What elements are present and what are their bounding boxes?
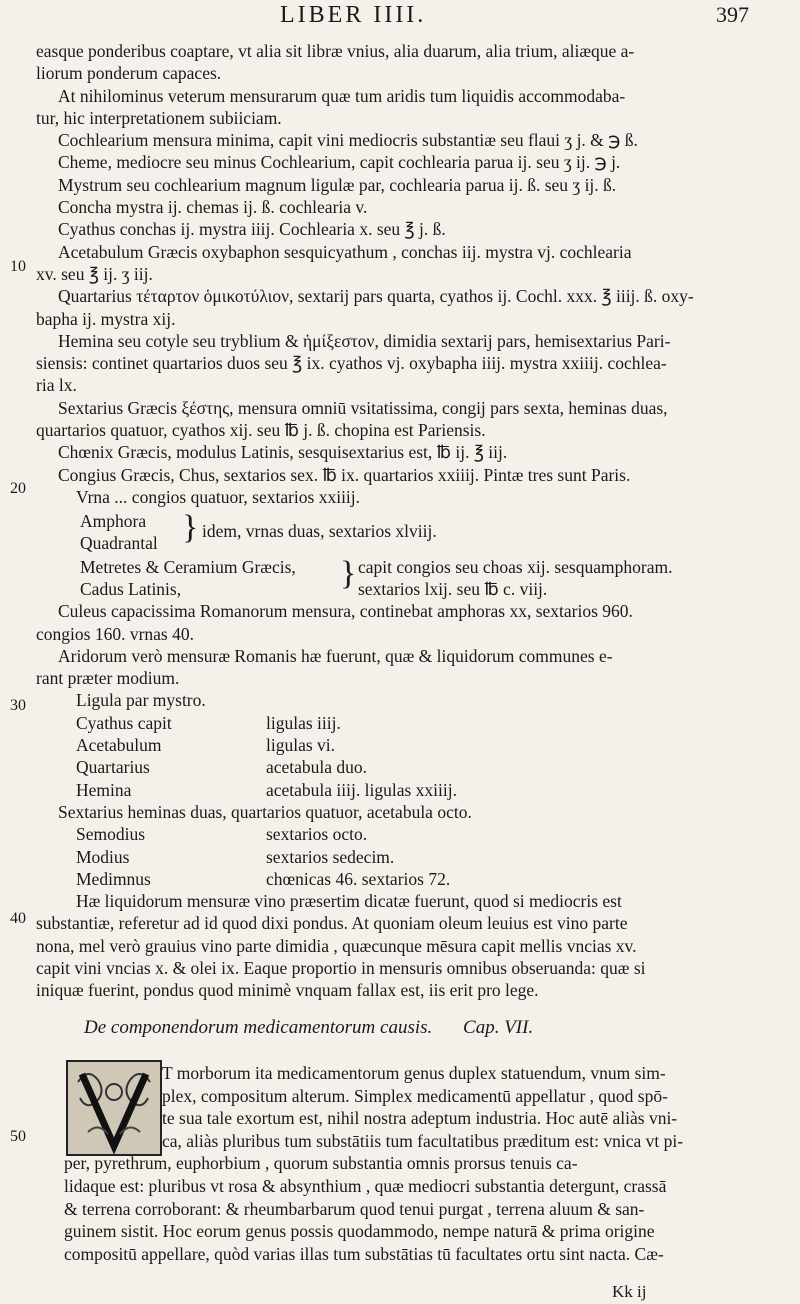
chapter-body	[64, 1062, 714, 1265]
text-line: At nihilominus veterum mensurarum quæ tum aridis tum liquidis accommodaba-	[58, 85, 626, 106]
text-line: iniquæ fuerint, pondus quod minimè vnquam fallax est, iis erit pro lege.	[36, 980, 539, 1001]
text-line: Hemina seu cotyle seu tryblium & ἡμίξεστον, dimidia sextarij pars, hemisextarius Pari-	[58, 330, 671, 351]
text-line: Cyathus conchas ij. mystra iiij. Cochlearia x. seu ℥ j. ß.	[58, 219, 446, 240]
measure-value: ligulas iiij.	[266, 712, 341, 733]
curly-brace-icon: }	[340, 555, 357, 593]
measure-row	[36, 779, 716, 801]
brace-item: Cadus Latinis,	[80, 579, 182, 600]
measure-name: Modius	[76, 846, 130, 867]
line-number-20: 20	[10, 480, 26, 497]
text-line: Mystrum seu cochlearium magnum ligulæ par, cochlearia parua ij. ß. seu ʒ ij. ß.	[58, 174, 617, 195]
text-line: guinem sistit. Hoc eorum genus possis quodammodo, nempe naturā & prima origine	[64, 1221, 655, 1242]
measure-name: Cyathus capit	[76, 712, 172, 733]
text-line: Hæ liquidorum mensuræ vino præsertim dicatæ fuerunt, quod si mediocris est	[76, 891, 622, 912]
text-line: Congius Græcis, Chus, sextarios sex. ℔ ix. quartarios xxiiij. Pintæ tres sunt Paris.	[58, 464, 631, 485]
measure-value: ligulas vi.	[266, 735, 336, 756]
text-line: Culeus capacissima Romanorum mensura, continebat amphoras xx, sextarios 960.	[58, 601, 633, 622]
measure-row	[36, 823, 716, 845]
measure-row	[36, 734, 716, 756]
measure-value: chœnicas 46. sextarios 72.	[266, 868, 451, 889]
chapter-heading	[84, 1017, 533, 1039]
measure-row	[36, 756, 716, 778]
text-line: congios 160. vrnas 40.	[36, 623, 194, 644]
measure-row	[36, 868, 716, 890]
text-line: nona, mel verò grauius vino parte dimidia , quæcunque mēsura capit mellis vncias xv.	[36, 935, 637, 956]
text-line: Aridorum verò mensuræ Romanis hæ fuerunt, quæ & liquidorum communes e-	[58, 645, 613, 666]
text-line: & terrena corroborant: & rheumbarbarum quod tenui purgat , terrena aluum & san-	[64, 1198, 645, 1219]
measure-value: sextarios octo.	[266, 824, 368, 845]
line-number-30: 30	[10, 697, 26, 714]
text-line: capit vini vncias x. & olei ix. Eaque proportio in mensuris omnibus obseruanda: quæ si	[36, 957, 646, 978]
text-line: rant præter modium.	[36, 668, 180, 689]
chapter-number: Cap. VII.	[463, 1017, 534, 1038]
text-line: siensis: continet quartarios duos seu ℥ ix. cyathos vj. oxybapha iiij. mystra xxiiij. cochlea-	[36, 353, 667, 374]
text-line: Cochlearium mensura minima, capit vini mediocris substantiæ seu flaui ʒ j. & ℈ ß.	[58, 130, 638, 151]
brace-value: sextarios lxij. seu ℔ c. viij.	[358, 579, 548, 600]
measure-name: Hemina	[76, 779, 132, 800]
text-line: Quartarius τέταρτον ὁμικοτύλιον, sextarij pars quarta, cyathos ij. Cochl. xxx. ℥ iiij. ß. oxy-	[58, 286, 694, 307]
metretes-brace-group	[36, 554, 716, 600]
brace-item: Quadrantal	[80, 533, 158, 554]
brace-item: Amphora	[80, 511, 147, 532]
measure-row	[36, 689, 716, 711]
text-line: Chœnix Græcis, modulus Latinis, sesquisextarius est, ℔ ij. ℥ iij.	[58, 442, 508, 463]
text-line: Sextarius Græcis ξέστης, mensura omniū vsitatissima, congij pars sexta, heminas duas,	[58, 397, 668, 418]
measure-name: Semodius	[76, 824, 146, 845]
text-line: compositū appellare, quòd varias illas tum substātias tū facultates ortu sint nacta. Cæ-	[64, 1243, 664, 1264]
measure-row	[36, 846, 716, 868]
brace-value: capit congios seu choas xij. sesquamphoram.	[358, 557, 673, 578]
signature-mark: Kk ij	[612, 1282, 647, 1301]
text-line: Vrna ... congios quatuor, sextarios xxiiij.	[76, 486, 361, 507]
text-line: Concha mystra ij. chemas ij. ß. cochlearia v.	[58, 197, 368, 218]
text-line: Sextarius heminas duas, quartarios quatuor, acetabula octo.	[58, 801, 472, 822]
measure-row	[36, 712, 716, 734]
page-number: 397	[716, 2, 749, 27]
measure-name: Quartarius	[76, 757, 150, 778]
amphora-brace-group	[36, 508, 716, 554]
curly-brace-icon: }	[182, 509, 199, 547]
text-line: T morborum ita medicamentorum genus duplex statuendum, vnum sim-	[162, 1063, 666, 1083]
text-line: ca, aliàs pluribus tum substātiis tum facultatibus præditum est: vnica vt pi-	[162, 1130, 684, 1151]
text-line: bapha ij. mystra xij.	[36, 308, 176, 329]
running-title: LIBER IIII.	[280, 2, 427, 28]
measure-value: acetabula iiij. ligulas xxiiij.	[266, 779, 457, 800]
measure-value: acetabula duo.	[266, 757, 368, 778]
text-line: Cheme, mediocre seu minus Cochlearium, capit cochlearia parua ij. seu ʒ ij. ℈ j.	[58, 152, 621, 173]
chapter-title: De componendorum medicamentorum causis.	[84, 1017, 433, 1038]
text-line: plex, compositum alterum. Simplex medicamentū appellatur , quod spō-	[162, 1085, 668, 1106]
measure-name: Ligula par mystro.	[76, 690, 206, 711]
text-line: substantiæ, referetur ad id quod dixi pondus. At quoniam oleum leuius est vino parte	[36, 913, 628, 934]
text-line: quartarios quatuor, cyathos xij. seu ℔ j. ß. chopina est Pariensis.	[36, 420, 486, 441]
brace-item: Metretes & Ceramium Græcis,	[80, 557, 296, 578]
measure-name: Acetabulum	[76, 735, 162, 756]
brace-value: idem, vrnas duas, sextarios xlviij.	[202, 521, 437, 542]
text-line: Acetabulum Græcis oxybaphon sesquicyathum , conchas iij. mystra vj. cochlearia	[58, 241, 632, 262]
text-line: tur, hic interpretationem subiiciam.	[36, 107, 282, 128]
main-text	[36, 40, 716, 1002]
text-line: easque ponderibus coaptare, vt alia sit libræ vnius, alia duarum, alia trium, aliæque a-	[36, 41, 635, 61]
text-line: per, pyrethrum, euphorbium , quorum substantia omnis prorsus tenuis ca-	[64, 1153, 578, 1174]
text-line: te sua tale exortum est, nihil nostra adeptum industria. Hoc autē aliàs vni-	[162, 1108, 678, 1129]
line-number-40: 40	[10, 910, 26, 927]
line-number-10: 10	[10, 258, 26, 275]
line-number-50: 50	[10, 1128, 26, 1145]
text-line: xv. seu ℥ ij. ʒ iij.	[36, 263, 153, 284]
text-line: liorum ponderum capaces.	[36, 63, 222, 84]
text-line: lidaque est: pluribus vt rosa & absynthium , quæ mediocri substantia detergunt, crassā	[64, 1175, 667, 1196]
measure-name: Medimnus	[76, 868, 151, 889]
measure-value: sextarios sedecim.	[266, 846, 395, 867]
text-line: ria lx.	[36, 375, 77, 396]
